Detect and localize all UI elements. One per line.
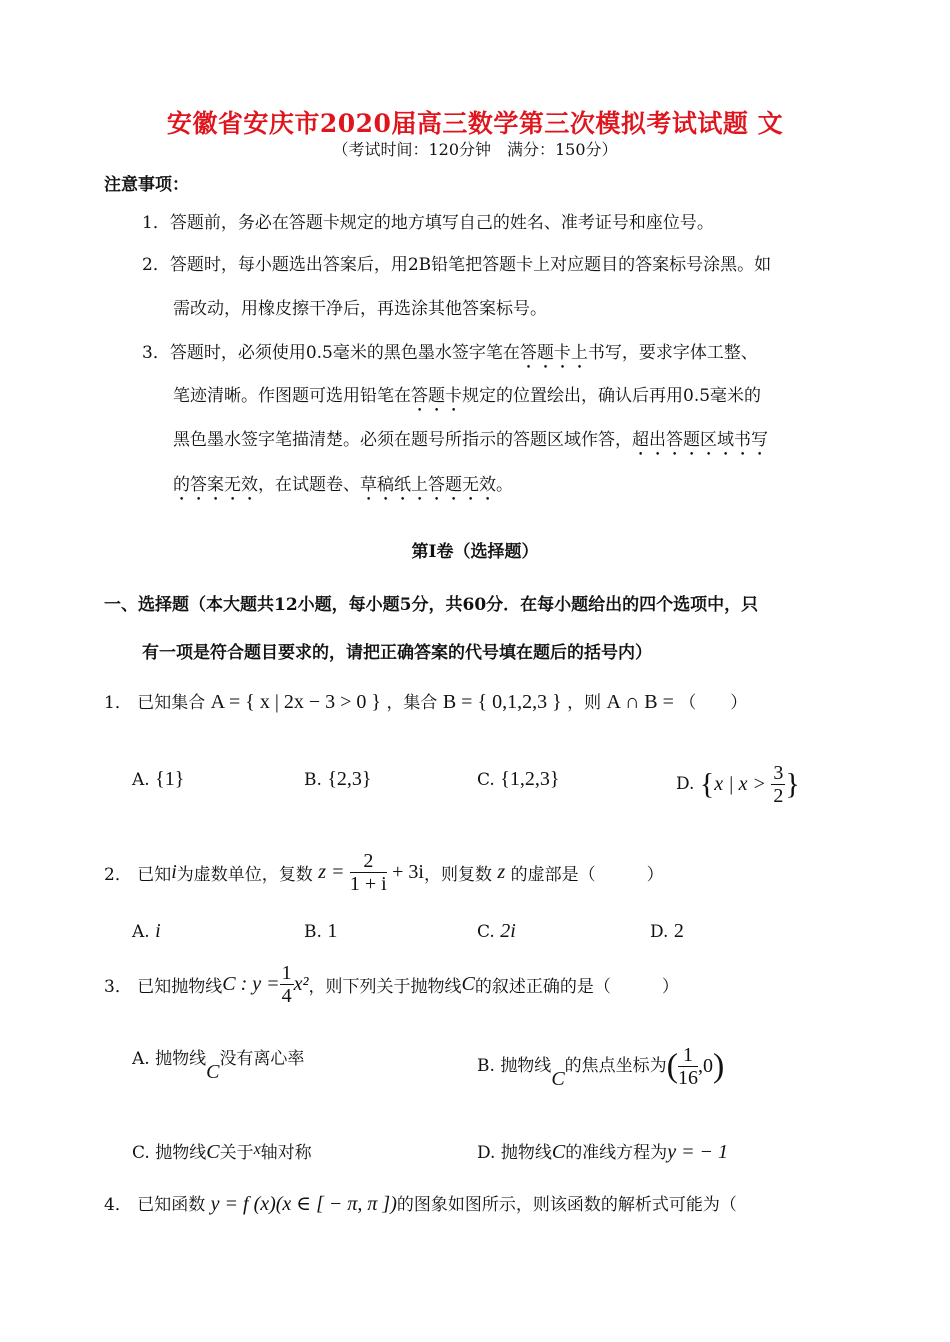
question-text: 已知集合 [137,693,206,713]
q1-option-d [676,762,800,807]
variable-z: z [497,861,506,883]
notice-text: 。 [496,475,513,495]
variable-x: x [253,1141,261,1158]
answer-paren: （ ） [679,693,748,713]
notice-text: 黑色墨水签字笔描清楚。必须在题号所指示的答题区域作答， [173,430,632,450]
question-text: 已知抛物线 [137,977,223,997]
fraction [350,850,387,895]
q2-option-d [650,920,684,943]
imaginary-unit: i [171,861,177,883]
page-title: 安徽省安庆市2020届高三数学第三次模拟考试试题 文 [166,109,784,138]
question-text: 为虚数单位，复数 [176,865,313,885]
option-label: C. [477,770,495,790]
option-text: 抛物线 [500,1143,552,1163]
option-text: 的焦点坐标为 [564,1056,667,1076]
notice-heading: 注意事项： [104,175,189,195]
option-label: D. [477,1143,496,1163]
notice-text: 书写，要求字体工整、 [587,343,758,363]
option-value: ,0 [697,1055,713,1077]
q3-option-d [477,1138,728,1164]
fraction-numerator: 3 [773,762,784,784]
notice-item-1: 1．答题前，务必在答题卡规定的地方填写自己的姓名、准考证号和座位号。 [142,213,714,233]
option-label: C. [477,922,495,942]
brace-left: { [699,767,715,801]
part1-heading-line2: 有一项是符合题目要求的，请把正确答案的代号填在题后的括号内） [142,643,652,663]
question-number: 4． [104,1195,132,1215]
option-value: 1 [327,920,338,942]
emphasized-text: 答题卡上 [519,343,588,363]
option-label: C. [132,1143,150,1163]
question-number: 3． [104,977,132,997]
option-value: i [155,920,161,942]
exam-info: （考试时间：120分钟 满分：150分） [332,140,618,159]
variable-c: C [206,1141,220,1163]
q3-option-a [132,1044,305,1083]
expression-tail: + 3i [392,861,424,883]
option-label: A. [132,922,150,942]
variable-c: C [461,973,475,995]
fraction-denominator: 1 + i [349,873,387,895]
emphasized-text: 的答案无效 [173,475,258,495]
notice-item-2-line1: 2．答题时，每小题选出答案后，用2B铅笔把答题卡上对应题目的答案标号涂黑。如 [142,255,772,275]
notice-item-3-line2 [173,381,761,416]
fraction-numerator: 1 [281,962,292,984]
option-text: 的准线方程为 [565,1143,668,1163]
fraction-denominator: 4 [281,985,292,1007]
q2-option-c [477,920,516,943]
directrix-equation: y = − 1 [667,1141,729,1163]
fraction-numerator: 2 [350,850,387,873]
question-text: ，则复数 [423,865,492,885]
question-3 [104,962,679,1007]
option-label: A. [132,1049,150,1069]
variable-c: C [551,1141,566,1163]
notice-item-3-line3 [173,425,768,460]
notice-text: 规定的位置绘出，确认后再用0.5毫米的 [462,386,762,406]
set-b-expression: B = { 0,1,2,3 } [442,691,562,713]
q1-option-b [304,768,372,791]
option-label: B. [304,922,322,942]
question-2 [104,850,664,895]
question-text: ，则 [567,693,602,713]
option-text: 抛物线 [155,1143,207,1163]
brace-right: } [785,767,800,801]
variable-c: C [206,1061,220,1083]
emphasized-text: 草稿纸上答题无效 [360,475,496,495]
paren-right: ) [712,1047,725,1085]
question-text: 的图象如图所示，则该函数的解析式可能为（ [396,1195,737,1215]
question-text: 的叙述正确的是（ ） [474,977,679,997]
paren-left: ( [666,1047,678,1085]
q2-option-b [304,920,337,943]
fraction-denominator: 16 [677,1067,698,1089]
q1-option-c [477,768,559,791]
notice-item-3-line4 [173,470,513,505]
notice-text: 3．答题时，必须使用0.5毫米的黑色墨水签字笔在 [142,343,520,363]
option-label: A. [132,770,150,790]
fraction [678,1044,698,1089]
question-number: 1． [104,693,132,713]
notice-text: 笔迹清晰。作图题可选用铅笔在 [173,386,411,406]
fraction-numerator: 1 [678,1044,698,1067]
option-label: D. [676,774,695,794]
option-value: {1} [155,768,185,790]
question-text: 的虚部是（ ） [510,865,664,885]
parabola-equation: C : y = [222,973,280,995]
q1-option-a [132,768,184,791]
x-squared: x² [293,973,309,995]
notice-item-2-line2: 需改动，用橡皮擦干净后，再选涂其他答案标号。 [173,299,547,319]
z-equals: z = [318,861,345,883]
option-text: 抛物线 [500,1056,552,1076]
q3-option-c [132,1138,312,1164]
fraction [771,762,785,807]
set-a-expression: A = { x | 2x − 3 > 0 } [210,691,382,713]
question-text: 已知函数 [137,1195,206,1215]
question-4 [104,1190,737,1216]
emphasized-text: 答题卡 [411,386,462,406]
question-text: ，则下列关于抛物线 [308,977,462,997]
option-value: {2,3} [327,768,372,790]
intersection-expression: A ∩ B = [606,691,674,713]
option-value: {1,2,3} [500,768,560,790]
option-label: D. [650,922,669,942]
fraction-denominator: 2 [773,785,784,807]
section-title: 第Ⅰ卷（选择题） [411,542,539,562]
question-1 [104,688,747,714]
option-text: 抛物线 [155,1049,207,1069]
question-text: 已知 [137,865,172,885]
notice-item-3-line1 [142,338,758,373]
question-number: 2． [104,865,132,885]
part1-heading-line1: 一、选择题（本大题共12小题，每小题5分，共60分．在每小题给出的四个选项中，只 [104,595,759,615]
option-label: B. [304,770,322,790]
function-expression: y = f (x)(x ∈ [ − π, π ]) [210,1193,397,1215]
notice-text: ，在试题卷、 [258,475,360,495]
option-value: 2i [500,920,516,942]
option-text: 关于 [219,1143,254,1163]
variable-c: C [551,1068,565,1090]
emphasized-text: 超出答题区域书写 [632,430,768,450]
q2-option-a [132,920,161,943]
q3-option-b [477,1044,724,1089]
option-text: 轴对称 [260,1143,312,1163]
question-text: ，集合 [386,693,438,713]
option-text: 没有离心率 [219,1049,305,1069]
option-value: 2 [673,920,684,942]
option-value: x | x > [714,773,766,795]
option-label: B. [477,1056,495,1076]
fraction [280,962,294,1007]
